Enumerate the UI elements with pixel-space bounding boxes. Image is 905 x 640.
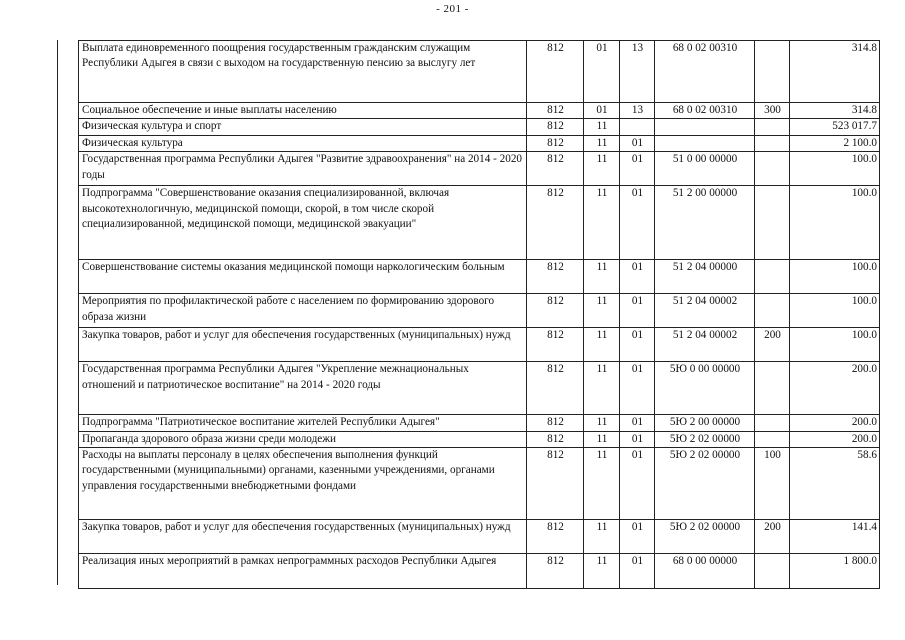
cell-section-code: 11 [584,520,620,554]
cell-name: Расходы на выплаты персоналу в целях обеспечения выполнения функций государственными (муниципальными) органами, казенными учреждениями, органами управления государственными внебюджетными фондами [79,448,527,520]
cell-target-article: 51 2 04 00000 [655,260,755,294]
table-row [79,294,880,328]
cell-expense-type [755,260,790,294]
cell-expense-type [755,362,790,415]
cell-ved-code: 812 [527,186,584,260]
cell-target-article [655,119,755,135]
cell-name: Выплата единовременного поощрения государственным гражданским служащим Республики Адыгея в связи с выходом на государственную пенсию за выслугу лет [79,41,527,103]
cell-name: Государственная программа Республики Адыгея "Укрепление межнациональных отношений и патриотическое воспитание" на 2014 - 2020 годы [79,362,527,415]
cell-target-article: 68 0 02 00310 [655,41,755,103]
cell-section-code: 11 [584,431,620,447]
cell-amount: 58.6 [790,448,880,520]
table-row [79,260,880,294]
cell-amount: 314.8 [790,41,880,103]
cell-subsection-code: 01 [620,328,655,362]
cell-target-article: 51 0 00 00000 [655,152,755,186]
cell-amount: 141.4 [790,520,880,554]
cell-subsection-code: 01 [620,520,655,554]
cell-subsection-code: 01 [620,135,655,151]
cell-target-article: 51 2 04 00002 [655,328,755,362]
cell-section-code: 11 [584,294,620,328]
budget-table [78,40,880,589]
table-row [79,520,880,554]
cell-expense-type: 100 [755,448,790,520]
cell-subsection-code: 13 [620,103,655,119]
cell-target-article: 51 2 00 00000 [655,186,755,260]
table-row [79,448,880,520]
cell-subsection-code: 01 [620,554,655,589]
cell-amount: 314.8 [790,103,880,119]
cell-amount: 523 017.7 [790,119,880,135]
cell-section-code: 11 [584,186,620,260]
cell-target-article: 5Ю 0 00 00000 [655,362,755,415]
table-row [79,554,880,589]
page-number: - 201 - [436,3,469,15]
cell-amount: 100.0 [790,186,880,260]
cell-amount: 200.0 [790,362,880,415]
cell-subsection-code: 01 [620,362,655,415]
cell-section-code: 11 [584,415,620,431]
cell-ved-code: 812 [527,152,584,186]
cell-expense-type [755,554,790,589]
cell-subsection-code: 01 [620,448,655,520]
cell-amount: 1 800.0 [790,554,880,589]
table-row [79,431,880,447]
cell-section-code: 11 [584,448,620,520]
cell-ved-code: 812 [527,520,584,554]
cell-target-article: 68 0 00 00000 [655,554,755,589]
table-body [79,41,880,589]
cell-amount: 100.0 [790,294,880,328]
cell-expense-type [755,135,790,151]
cell-subsection-code: 01 [620,294,655,328]
cell-expense-type [755,119,790,135]
cell-name: Физическая культура и спорт [79,119,527,135]
cell-expense-type [755,186,790,260]
cell-ved-code: 812 [527,103,584,119]
cell-subsection-code: 01 [620,152,655,186]
table-row [79,186,880,260]
cell-target-article: 51 2 04 00002 [655,294,755,328]
table-row [79,152,880,186]
cell-name: Пропаганда здорового образа жизни среди молодежи [79,431,527,447]
cell-ved-code: 812 [527,260,584,294]
cell-section-code: 11 [584,135,620,151]
cell-name: Закупка товаров, работ и услуг для обеспечения государственных (муниципальных) нужд [79,328,527,362]
cell-target-article: 5Ю 2 02 00000 [655,431,755,447]
cell-name: Физическая культура [79,135,527,151]
cell-subsection-code [620,119,655,135]
cell-subsection-code: 01 [620,431,655,447]
cell-subsection-code: 01 [620,415,655,431]
cell-ved-code: 812 [527,41,584,103]
cell-ved-code: 812 [527,448,584,520]
cell-ved-code: 812 [527,328,584,362]
cell-subsection-code: 13 [620,41,655,103]
cell-subsection-code: 01 [620,260,655,294]
cell-amount: 100.0 [790,152,880,186]
cell-ved-code: 812 [527,119,584,135]
cell-section-code: 01 [584,41,620,103]
table-row [79,362,880,415]
cell-target-article: 5Ю 2 00 00000 [655,415,755,431]
cell-section-code: 11 [584,260,620,294]
cell-ved-code: 812 [527,554,584,589]
cell-target-article: 5Ю 2 02 00000 [655,520,755,554]
table-row [79,119,880,135]
cell-ved-code: 812 [527,362,584,415]
cell-target-article: 5Ю 2 02 00000 [655,448,755,520]
cell-name: Подпрограмма "Патриотическое воспитание жителей Республики Адыгея" [79,415,527,431]
cell-name: Мероприятия по профилактической работе с населением по формированию здорового образа жизни [79,294,527,328]
cell-expense-type [755,415,790,431]
cell-section-code: 11 [584,328,620,362]
cell-ved-code: 812 [527,294,584,328]
cell-amount: 200.0 [790,431,880,447]
left-margin-rule [57,40,79,585]
cell-subsection-code: 01 [620,186,655,260]
cell-section-code: 11 [584,362,620,415]
cell-ved-code: 812 [527,415,584,431]
cell-section-code: 11 [584,119,620,135]
cell-name: Подпрограмма "Совершенствование оказания специализированной, включая высокотехнологичную, медицинской помощи, скорой, в том числе скорой специализированной, медицинской помощи, медицинской эвакуации" [79,186,527,260]
cell-expense-type [755,152,790,186]
cell-section-code: 11 [584,554,620,589]
cell-name: Закупка товаров, работ и услуг для обеспечения государственных (муниципальных) нужд [79,520,527,554]
cell-expense-type: 200 [755,328,790,362]
cell-expense-type: 200 [755,520,790,554]
cell-target-article [655,135,755,151]
cell-ved-code: 812 [527,431,584,447]
table-row [79,41,880,103]
cell-expense-type [755,431,790,447]
cell-amount: 2 100.0 [790,135,880,151]
cell-name: Реализация иных мероприятий в рамках непрограммных расходов Республики Адыгея [79,554,527,589]
cell-expense-type: 300 [755,103,790,119]
table-row [79,135,880,151]
cell-ved-code: 812 [527,135,584,151]
table-row [79,415,880,431]
cell-amount: 100.0 [790,260,880,294]
cell-expense-type [755,294,790,328]
cell-section-code: 01 [584,103,620,119]
cell-expense-type [755,41,790,103]
table-row [79,328,880,362]
cell-name: Совершенствование системы оказания медицинской помощи наркологическим больным [79,260,527,294]
cell-amount: 200.0 [790,415,880,431]
cell-name: Государственная программа Республики Адыгея "Развитие здравоохранения" на 2014 - 2020 годы [79,152,527,186]
cell-target-article: 68 0 02 00310 [655,103,755,119]
table-row [79,103,880,119]
cell-amount: 100.0 [790,328,880,362]
cell-section-code: 11 [584,152,620,186]
cell-name: Социальное обеспечение и иные выплаты населению [79,103,527,119]
